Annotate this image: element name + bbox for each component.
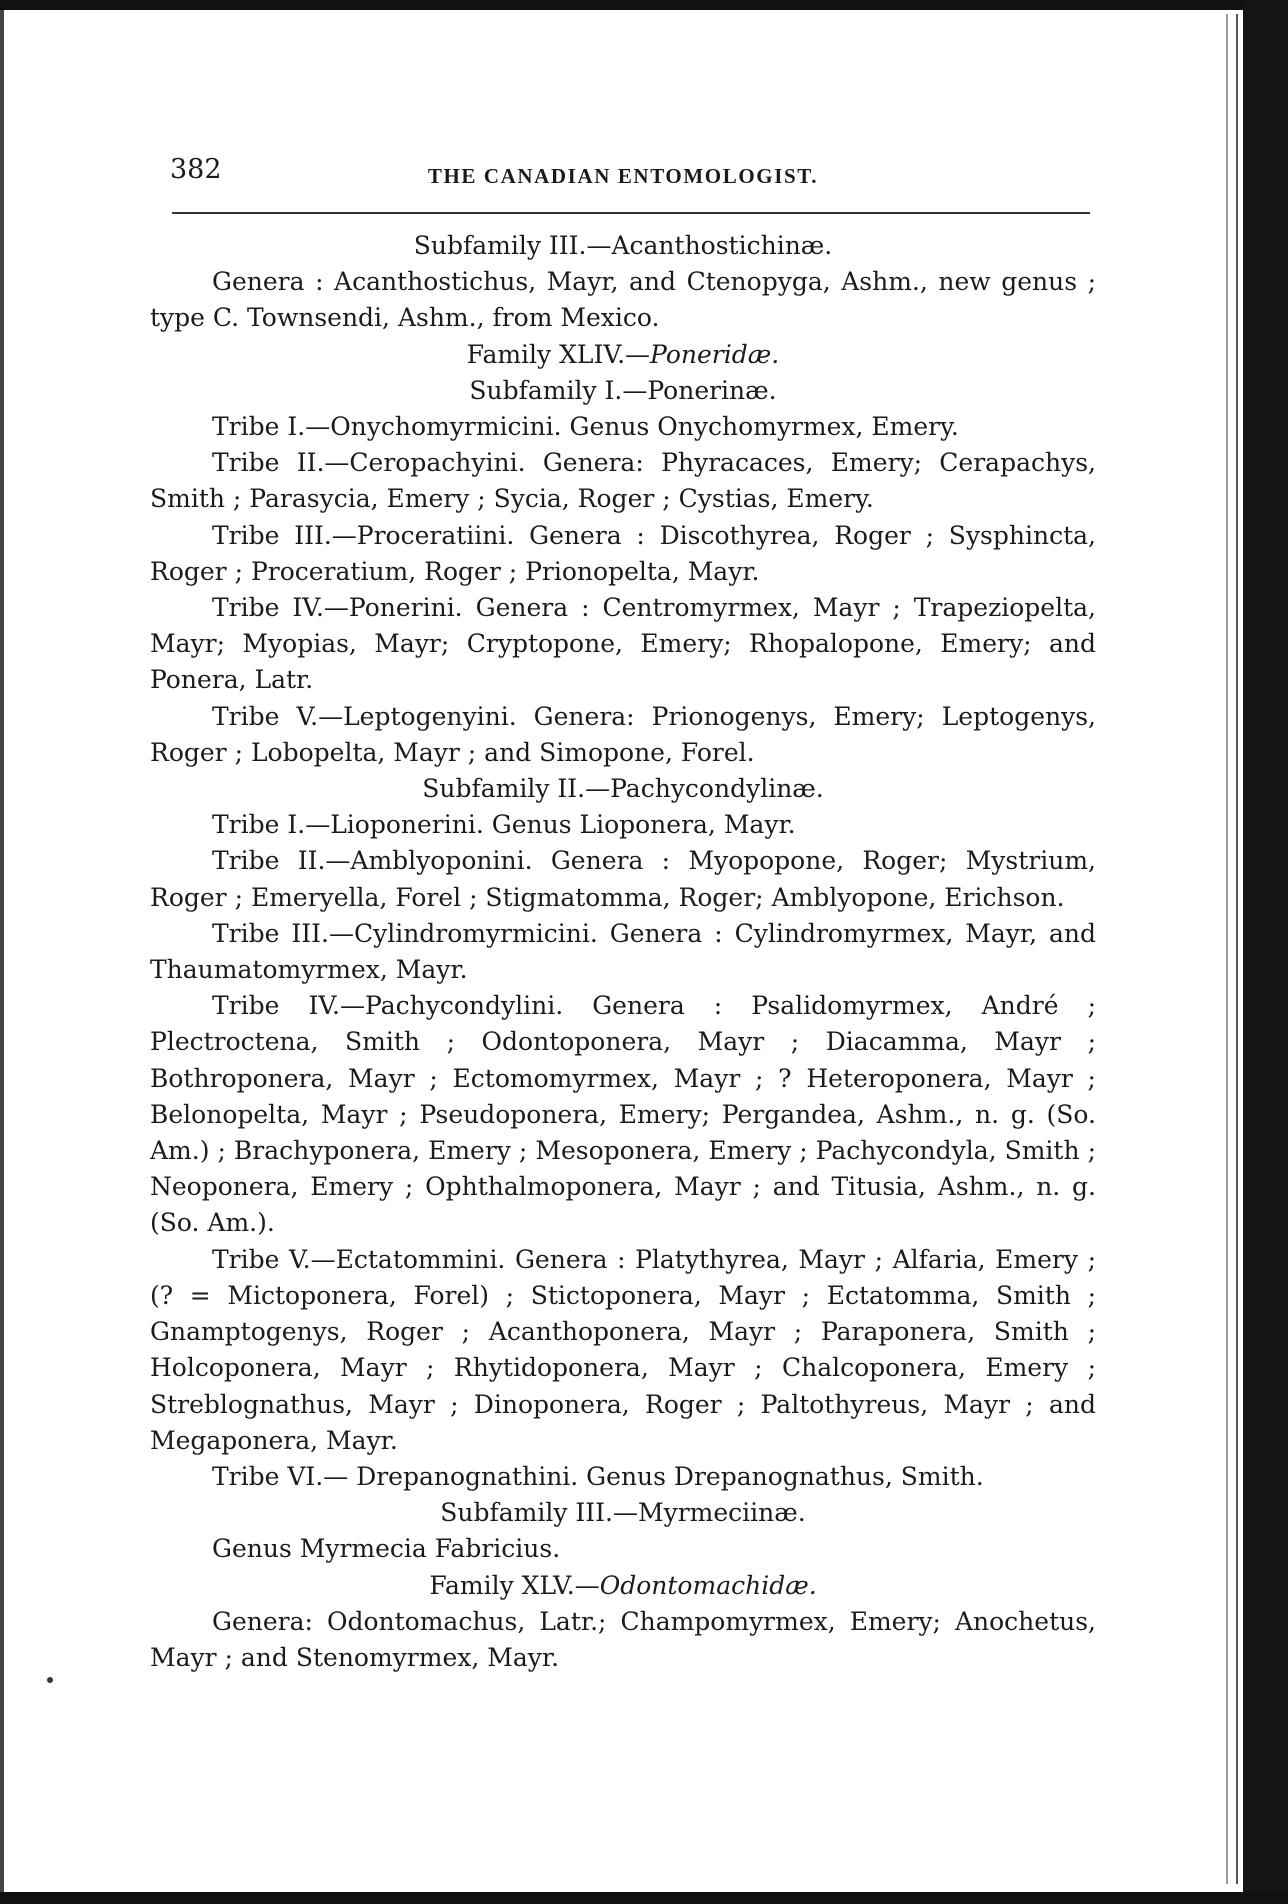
paragraph-tribe-proceratiini: Tribe III.—Proceratiini. Genera : Discothyrea, Roger ; Sysphincta, Roger ; Proceratium, Roger ; Prionopelta, Mayr. — [150, 520, 1096, 586]
scan-border-bottom — [0, 1892, 1288, 1904]
subfamily-heading-ponerinae: Subfamily I.—Ponerinæ. — [469, 375, 777, 405]
page-number: 382 — [170, 154, 222, 185]
family-name-odontomachidae: Odontomachidæ. — [599, 1570, 817, 1600]
paragraph-tribe-ponerini: Tribe IV.—Ponerini. Genera : Centromyrmex, Mayr ; Trapeziopelta, Mayr; Myopias, Mayr; Cryptopone, Emery; Rhopalopone, Emery; and Ponera, Latr. — [150, 593, 1096, 695]
family-heading-odontomachidae — [150, 1568, 1096, 1604]
paragraph-tribe-ectatommini: Tribe V.—Ectatommini. Genera : Platythyrea, Mayr ; Alfaria, Emery ; (? = Mictoponera, Forel) ; Stictoponera, Mayr ; Ectatomma, Smith ; Gnamptogenys, Roger ; Acanthoponera, Mayr ; Paraponera, Smith ; Holcoponera, Mayr ; Rhytidoponera, Mayr ; Chalcoponera, Emery ; Streblognathus, Mayr ; Dinoponera, Roger ; Paltothyreus, Mayr ; and Megaponera, Mayr. — [150, 1244, 1096, 1455]
scan-border-right — [1243, 0, 1288, 1904]
paragraph-tribe-drepanognathini: Tribe VI.— Drepanognathini. Genus Drepanognathus, Smith. — [212, 1461, 984, 1491]
subfamily-heading-myrmeciinae: Subfamily III.—Myrmeciinæ. — [440, 1498, 806, 1528]
document-page — [150, 150, 1096, 1710]
page-header — [150, 150, 1096, 200]
subfamily-heading-pachycondylinae: Subfamily II.—Pachycondylinæ. — [422, 774, 824, 804]
paragraph-tribe-pachycondylini: Tribe IV.—Pachycondylini. Genera : Psalidomyrmex, André ; Plectroctena, Smith ; Odontoponera, Mayr ; Diacamma, Mayr ; Bothroponera, Mayr ; Ectomomyrmex, Mayr ; ? Heteroponera, Mayr ; Belonopelta, Mayr ; Pseudoponera, Emery; Pergandea, Ashm., n. g. (So. Am.) ; Brachyponera, Emery ; Mesoponera, Emery ; Pachycondyla, Smith ; Neoponera, Emery ; Ophthalmoponera, Mayr ; and Titusia, Ashm., n. g. (So. Am.). — [150, 991, 1096, 1238]
family-heading-prefix: Family XLIV.— — [466, 339, 651, 369]
paragraph-tribe-ceropachyini: Tribe II.—Ceropachyini. Genera: Phyracaces, Emery; Cerapachys, Smith ; Parasycia, Emery ; Sycia, Roger ; Cystias, Emery. — [150, 448, 1096, 514]
paragraph-acanthostichinae-genera: Genera : Acanthostichus, Mayr, and Ctenopyga, Ashm., new genus ; type C. Townsendi, Ashm., from Mexico. — [150, 267, 1096, 333]
paragraph-tribe-leptogenyini: Tribe V.—Leptogenyini. Genera: Prionogenys, Emery; Leptogenys, Roger ; Lobopelta, Mayr ; and Simopone, Forel. — [150, 701, 1096, 767]
paragraph-tribe-amblyoponini: Tribe II.—Amblyoponini. Genera : Myopopone, Roger; Mystrium, Roger ; Emeryella, Forel ; Stigmatomma, Roger; Amblyopone, Erichson. — [150, 846, 1096, 912]
page-edge-shadow — [1236, 14, 1238, 1884]
paragraph-odontomachidae-genera: Genera: Odontomachus, Latr.; Champomyrmex, Emery; Anochetus, Mayr ; and Stenomyrmex, Mayr. — [150, 1606, 1096, 1672]
page-edge-line — [1226, 14, 1228, 1884]
family-heading-poneridae — [150, 337, 1096, 373]
paragraph-genus-myrmecia: Genus Myrmecia Fabricius. — [212, 1534, 561, 1564]
paragraph-tribe-onychomyrmicini: Tribe I.—Onychomyrmicini. Genus Onychomyrmex, Emery. — [212, 412, 959, 442]
paragraph-tribe-lioponerini: Tribe I.—Lioponerini. Genus Lioponera, Mayr. — [212, 810, 796, 840]
subfamily-heading-acanthostichinae: Subfamily III.—Acanthostichinæ. — [413, 231, 833, 260]
scan-border-top — [0, 0, 1288, 10]
margin-dot-mark — [47, 1677, 53, 1683]
running-title: THE CANADIAN ENTOMOLOGIST. — [427, 164, 819, 188]
scan-border-left — [0, 0, 4, 1904]
family-name-poneridae: Poneridæ. — [650, 339, 780, 369]
paragraph-tribe-cylindromyrmicini: Tribe III.—Cylindromyrmicini. Genera : Cylindromyrmex, Mayr, and Thaumatomyrmex, Mayr. — [150, 918, 1096, 985]
header-rule — [172, 212, 1090, 214]
family-heading-prefix: Family XLV.— — [429, 1570, 600, 1600]
